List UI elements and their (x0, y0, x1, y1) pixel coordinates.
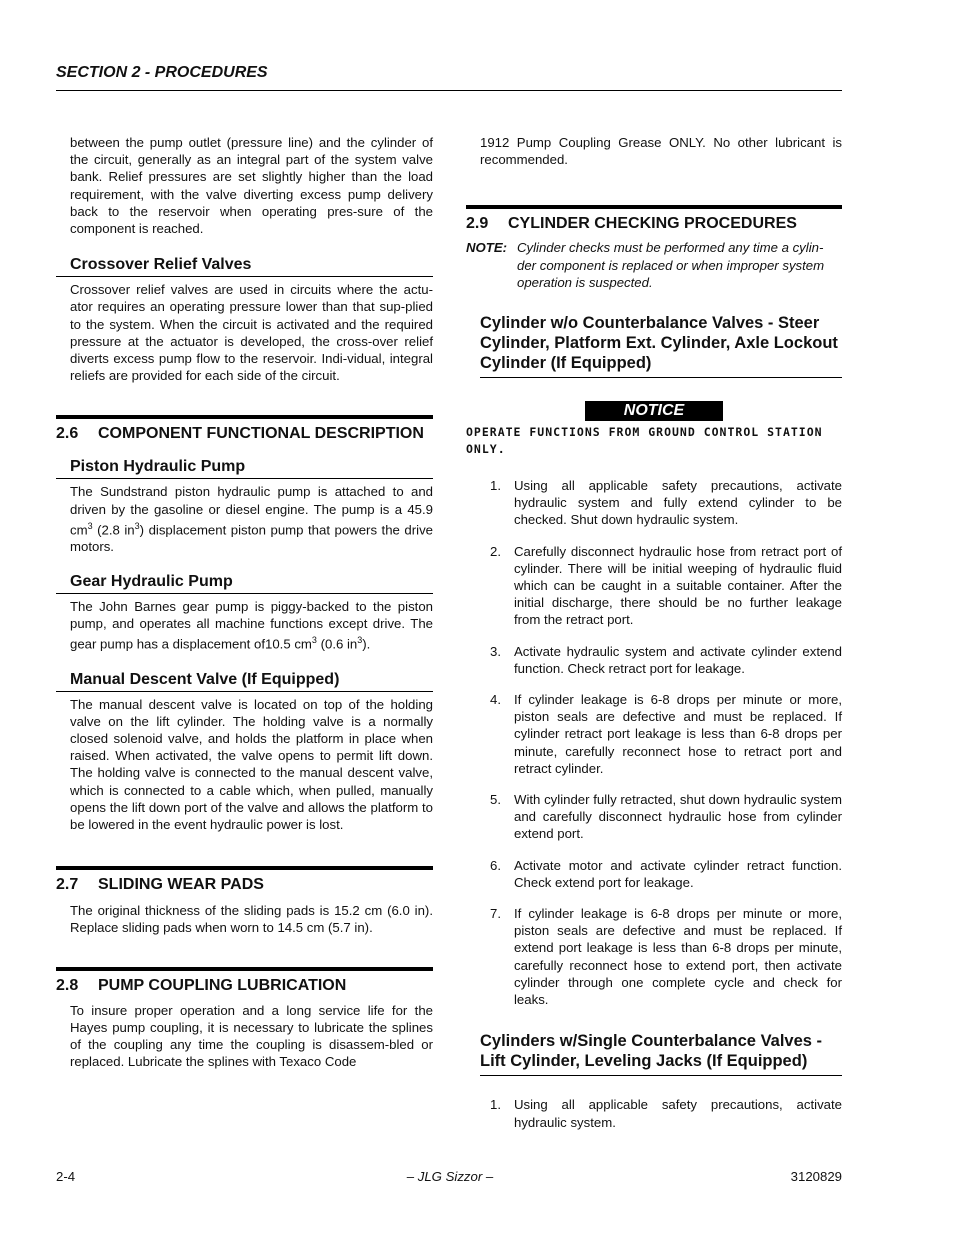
note-text: Cylinder checks must be performed any time a cylin-der component is replaced or when improper system operation is suspected. (517, 240, 825, 290)
page-number: 2-4 (56, 1169, 76, 1184)
note-block (466, 239, 842, 291)
section-title: CYLINDER CHECKING PROCEDURES (508, 215, 797, 233)
note-label: NOTE: (466, 240, 508, 256)
right-column (466, 134, 842, 1131)
section-2-7-heading (56, 866, 433, 895)
section-2-9-heading (466, 205, 842, 234)
gear-pump-heading: Gear Hydraulic Pump (56, 573, 433, 594)
section-number: 2.9 (466, 215, 489, 233)
crossover-heading: Crossover Relief Valves (56, 256, 433, 277)
notice-text: OPERATE FUNCTIONS FROM GROUND CONTROL STATION ONLY. (466, 425, 823, 457)
crossover-paragraph: Crossover relief valves are used in circuits where the actu-ator requires an operating pressure lower than that sup-plied to the system. When the circuit is activated and the required pressure at the actuator is developed, the cross-over relief diverts excess pump flow to the reservoir. Indi-vidual, integral reliefs are provided for each side of the circuit. (70, 282, 433, 384)
continued-paragraph: 1912 Pump Coupling Grease ONLY. No other lubricant is recommended. (480, 135, 842, 168)
list-item: 6. Activate motor and activate cylinder retract function. Check extend port for leakage. (490, 857, 842, 890)
gear-pump-paragraph: The John Barnes gear pump is piggy-backed to the piston pump, and operates all machine functions except drive. The gear pump has a displacement of10.5 $cm^3$ (0.6 $in^3$). (70, 598, 433, 652)
list-item: 7. If cylinder leakage is 6-8 drops per minute or more, piston seals are defective and must be replaced. If extend port leakage is less than 6-8 drops per minute, carefully reconnect hose to extend port, then activate cylinder through one complete cycle and check for leaks. (490, 906, 842, 1008)
list-item: 5. With cylinder fully retracted, shut down hydraulic system and carefully disconnect hydraulic hose from cylinder extend port. (490, 792, 842, 842)
list-item: 3. Activate hydraulic system and activate cylinder extend function. Check retract port for leakage. (490, 643, 842, 676)
left-column (56, 134, 433, 1070)
list-item: 1. Using all applicable safety precautions, activate hydraulic system. (490, 1097, 842, 1130)
manual-descent-paragraph: The manual descent valve is located on top of the holding valve on the lift cylinder. The holding valve is a normally closed solenoid valve, and holds the platform in place when raised. When activated, the valve opens to permit lift down. The holding valve is connected to the manual descent valve, which is connected to a cable which, when pulled, manually opens the lift down port of the valve and allows the platform to be lowered in the event hydraulic power is lost. (70, 696, 433, 833)
pump-coupling-paragraph: To insure proper operation and a long service life for the Hayes pump coupling, it is necessary to lubricate the splines of the coupling any time the coupling is disassem-bled or replaced. Lubricate the splines with Texaco Code (70, 1002, 433, 1070)
section-header (56, 64, 842, 91)
section-title: PUMP COUPLING LUBRICATION (98, 976, 347, 994)
document-number: 3120829 (790, 1169, 842, 1184)
section-title: SLIDING WEAR PADS (98, 876, 264, 894)
list-item: 2. Carefully disconnect hydraulic hose from retract port of cylinder. There will be initial weeping of hydraulic fluid which can be caught in a suitable container. After the initial discharge, there should be no further leakage from the retract port. (490, 543, 842, 628)
section-number: 2.8 (56, 976, 79, 994)
procedure-steps-2 (466, 1096, 842, 1130)
footer-title: – JLG Sizzor – (406, 1169, 494, 1184)
notice-banner: NOTICE (585, 401, 723, 421)
section-title: COMPONENT FUNCTIONAL DESCRIPTION (98, 425, 424, 443)
section-2-6-heading (56, 415, 433, 444)
section-number: 2.7 (56, 876, 79, 894)
section-number: 2.6 (56, 425, 79, 443)
procedure-steps (466, 477, 842, 1008)
intro-paragraph: between the pump outlet (pressure line) and the cylinder of the circuit, generally as an integral part of the system valve bank. Relief pressures are set slightly higher than the load requirement, with the valve diverting excess pump delivery back to the reservoir when operating pres-sure of the component is reached. (70, 135, 433, 237)
cylinder-without-counterbalance-heading: Cylinder w/o Counterbalance Valves - Steer Cylinder, Platform Ext. Cylinder, Axle Lockout Cylinder (If Equipped) (480, 313, 842, 378)
list-item: 1. Using all applicable safety precautions, activate hydraulic system and fully extend cylinder to be checked. Shut down hydraulic system. (490, 478, 842, 528)
section-title: SECTION 2 - PROCEDURES (56, 64, 268, 81)
sliding-pads-paragraph: The original thickness of the sliding pads is 15.2 cm (6.0 in). Replace sliding pads when worn to 14.5 cm (5.7 in). (70, 903, 433, 936)
cylinder-single-counterbalance-heading: Cylinders w/Single Counterbalance Valves - Lift Cylinder, Leveling Jacks (If Equipped) (480, 1031, 842, 1076)
manual-descent-heading: Manual Descent Valve (If Equipped) (56, 671, 433, 692)
piston-pump-heading: Piston Hydraulic Pump (56, 458, 433, 479)
section-2-8-heading (56, 967, 433, 996)
list-item: 4. If cylinder leakage is 6-8 drops per minute or more, piston seals are defective and must be replaced. If cylinder retract port leakage is less than 6-8 drops per minute, carefully reconnect hose to retract port and retract cylinder. (490, 692, 842, 776)
piston-pump-paragraph: The Sundstrand piston hydraulic pump is attached to and driven by the gasoline or diesel engine. The pump is a 45.9 $cm^3$ (2.8 $in^3$) displacement piston pump that powers the drive motors. (70, 484, 433, 555)
